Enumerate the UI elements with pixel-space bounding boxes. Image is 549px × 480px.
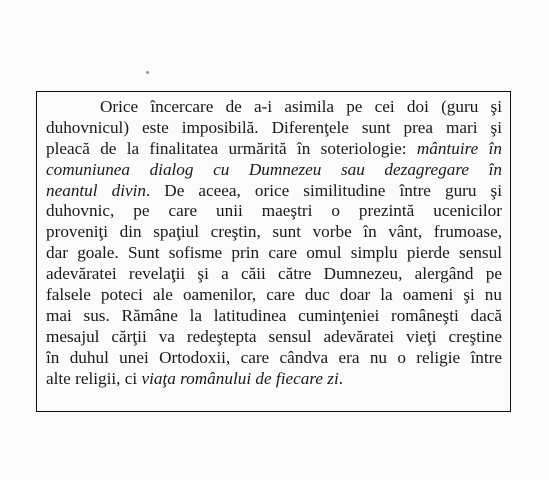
page-speck <box>146 71 149 74</box>
text-line <box>46 306 502 327</box>
text-segment: falsele poteci ale oamenilor, care duc doar la oameni şi nu <box>46 285 502 305</box>
text-segment: alte religii, ci <box>46 368 142 388</box>
text-line <box>46 243 502 264</box>
italic-segment: comuniunea dialog cu Dumnezeu sau dezagregare în <box>46 159 502 179</box>
text-segment: pleacă de la finalitatea urmărită în soteriologie: <box>46 138 417 158</box>
text-segment: proveniţi din spaţiul creştin, sunt vorbe în vânt, frumoase, <box>46 222 502 242</box>
text-line <box>46 181 502 202</box>
text-line <box>46 264 502 285</box>
text-segment: dar goale. Sunt sofisme prin care omul simplu pierde sensul <box>46 243 502 263</box>
paragraph <box>46 97 502 389</box>
text-line <box>46 139 502 160</box>
text-line <box>46 222 502 243</box>
text-segment: duhovnic, pe care unii maeştri o prezintă ucenicilor <box>46 201 502 221</box>
text-segment: mai sus. Rămâne la latitudinea cuminţeniei româneşti dacă <box>46 305 502 325</box>
italic-segment: mântuire în <box>416 138 502 158</box>
italic-segment: viaţa românului de fiecare zi <box>141 368 339 388</box>
text-line <box>46 118 502 139</box>
text-segment: . <box>338 368 344 388</box>
text-segment: mesajul cărţii va redeştepta sensul adevăratei vieţi creştine <box>46 326 502 346</box>
bordered-text-box <box>36 91 511 412</box>
text-line <box>46 160 502 181</box>
text-line <box>46 201 502 222</box>
text-line <box>46 348 502 369</box>
text-segment: în duhul unei Ortodoxii, care cândva era nu o religie între <box>46 347 502 367</box>
italic-segment: neantul divin <box>46 180 146 200</box>
text-line <box>46 369 502 390</box>
text-line <box>46 285 502 306</box>
text-line <box>46 327 502 348</box>
text-line <box>46 97 502 118</box>
text-segment: duhovnicul) este imposibilă. Diferenţele sunt prea mari şi <box>46 117 502 137</box>
text-segment: . De aceea, orice similitudine între guru şi <box>145 180 502 200</box>
text-segment: Orice încercare de a-i asimila pe cei doi (guru şi <box>100 97 502 116</box>
text-segment: adevăratei revelaţii şi a căii către Dumnezeu, alergând pe <box>46 264 502 284</box>
